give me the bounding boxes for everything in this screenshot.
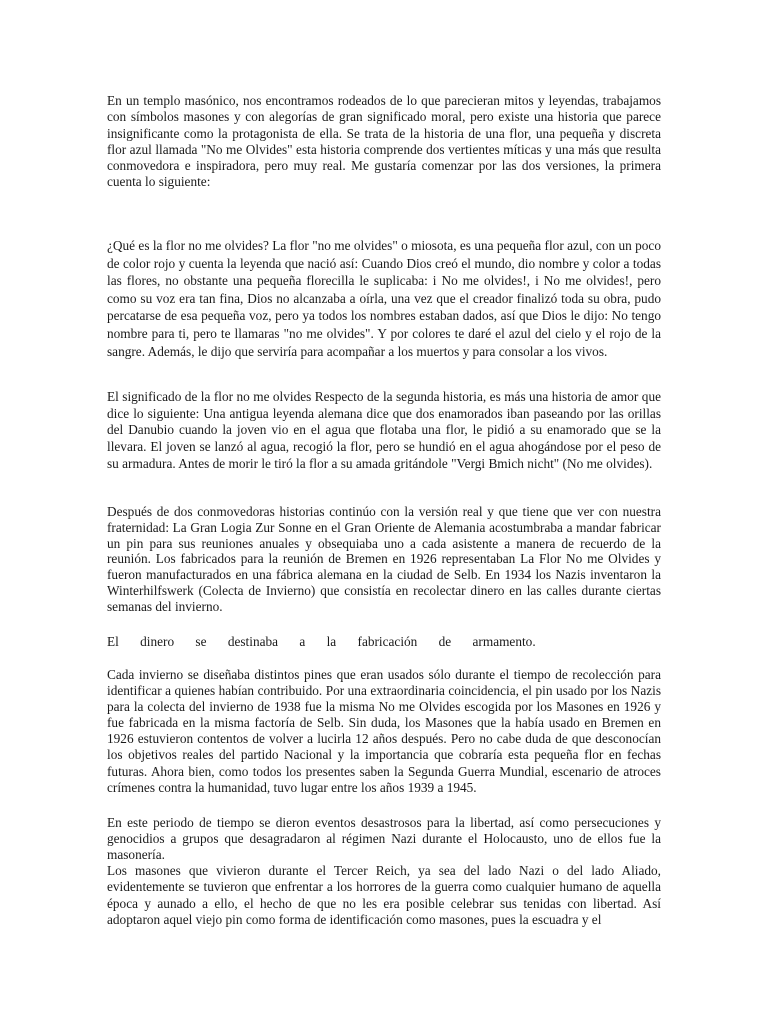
paragraph-meaning-legend: El significado de la flor no me olvides Respecto de la segunda historia, es más una historia de amor que dice lo siguiente: Una antigua leyenda alemana dice que dos enamorados iban paseando por las orillas del Danubio cuando la joven vio en el agua que flotaba una flor, le pidió a su enamorado que se la llevara. El joven se lanzó al agua, recogió la flor, pero se hundió en el agua ahogándose por el peso de su armadura. Antes de morir le tiró la flor a su amada gritándole "Vergi Bmich nicht" (No me olvides). <box>107 389 661 471</box>
paragraph-real-version: Después de dos conmovedoras historias continúo con la versión real y que tiene que ver con nuestra fraternidad: La Gran Logia Zur Sonne en el Gran Oriente de Alemania acostumbraba a mandar fabricar un pin para sus reuniones anuales y obsequiaba uno a cada asistente a manera de recuerdo de la reunión. Los fabricados para la reunión de Bremen en 1926 representaban La Flor No me Olvides y fueron manufacturados en una fábrica alemana en la ciudad de Selb. En 1934 los Nazis inventaron la Winterhilfswerk (Colecta de Invierno) que consistía en recolectar dinero en las calles durante ciertas semanas del invierno. <box>107 504 661 614</box>
paragraph-flower-legend: ¿Qué es la flor no me olvides? La flor "no me olvides" o miosota, es una pequeña flor azul, con un poco de color rojo y cuenta la leyenda que nació así: Cuando Dios creó el mundo, dio nombre y color a todas las flores, no obstante una pequeña florecilla le suplicaba: i No me olvides!, i No me olvides!, pero como su voz era tan fina, Dios no alcanzaba a oírla, una vez que el creador finalizó toda su obra, pudo percatarse de esa pequeña voz, pero ya todos los nombres estaban dados, así que Dios le dijo: No tengo nombre para ti, pero te llamaras "no me olvides". Y por colores te daré el azul del cielo y el rojo de la sangre. Además, le dijo que serviría para acompañar a los muertos y para consolar a los vivos. <box>107 238 661 359</box>
paragraph-masons-reich: Los masones que vivieron durante el Tercer Reich, ya sea del lado Nazi o del lado Aliado, evidentemente se tuvieron que enfrentar a los horrores de la guerra como cualquier humano de aquella época y aunado a ello, el hecho de que no les era posible celebrar sus tenidas con libertad. Así adoptaron aquel viejo pin como forma de identificación como masones, pues la escuadra y el <box>107 863 661 928</box>
paragraph-winter-pins: Cada invierno se diseñaba distintos pines que eran usados sólo durante el tiempo de recolección para identificar a quienes habían contribuido. Por una extraordinaria coincidencia, el pin usado por los Nazis para la colecta del invierno de 1938 fue la misma No me Olvides escogida por los Masones en 1926 y fue fabricada en la misma factoría de Selb. Sin duda, los Masones que la había usado en Bremen en 1926 estuvieron contentos de volver a lucirla 12 años después. Pero no cabe duda de que desconocían los objetivos reales del partido Nacional y la importancia que cobraría esta pequeña flor en fechas futuras. Ahora bien, como todos los presentes saben la Segunda Guerra Mundial, escenario de atroces crímenes contra la humanidad, tuvo lugar entre los años 1939 a 1945. <box>107 667 661 795</box>
paragraph-intro: En un templo masónico, nos encontramos rodeados de lo que parecieran mitos y leyendas, trabajamos con símbolos masones y con alegorías de gran significado moral, pero existe una historia que parece insignificante como la protagonista de ella. Se trata de la historia de una flor, una pequeña y discreta flor azul llamada "No me Olvides" esta historia comprende dos vertientes míticas y una más que resulta conmovedora e inspiradora, pero muy real. Me gustaría comenzar por las dos versiones, la primera cuenta lo siguiente: <box>107 93 661 190</box>
paragraph-money: El dinero se destinaba a la fabricación de armamento. <box>107 634 536 649</box>
paragraph-war-period: En este periodo de tiempo se dieron eventos desastrosos para la libertad, así como persecuciones y genocidios a grupos que desagradaron al régimen Nazi durante el Holocausto, uno de ellos fue la masonería. <box>107 815 661 862</box>
